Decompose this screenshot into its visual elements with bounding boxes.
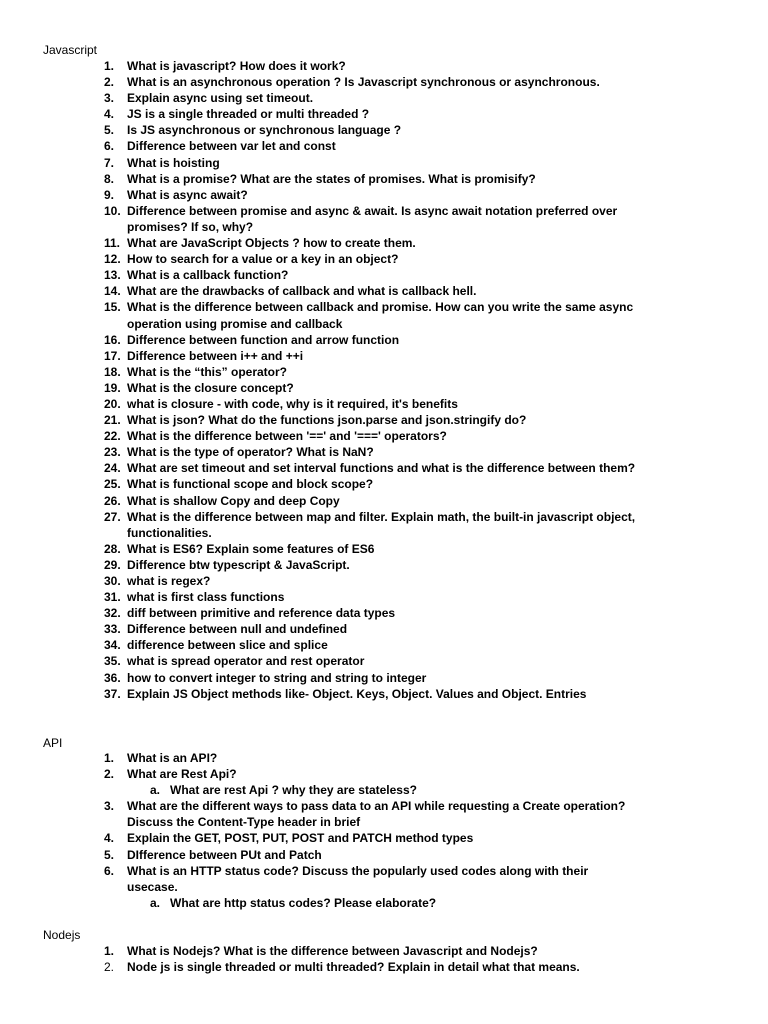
item-text: what is first class functions bbox=[127, 590, 285, 605]
list-item bbox=[0, 557, 700, 573]
item-text: What are the drawbacks of callback and what is callback hell. bbox=[127, 284, 477, 299]
item-number: 3. bbox=[104, 799, 115, 814]
item-text: What are set timeout and set interval functions and what is the difference between them? bbox=[127, 461, 636, 476]
list-item bbox=[0, 605, 700, 621]
item-number: 19. bbox=[104, 380, 121, 395]
list-item bbox=[0, 509, 700, 541]
item-number: a. bbox=[150, 895, 161, 910]
item-text: What is a callback function? bbox=[127, 268, 289, 283]
list-item bbox=[0, 74, 700, 90]
item-text: Difference between null and undefined bbox=[127, 622, 348, 637]
item-number: 33. bbox=[104, 622, 121, 637]
item-number: 20. bbox=[104, 396, 121, 411]
item-text: What is async await? bbox=[127, 187, 248, 202]
item-text: Explain the GET, POST, PUT, POST and PATCH method types bbox=[127, 831, 474, 846]
item-text: What is functional scope and block scope? bbox=[127, 477, 374, 492]
item-number: 28. bbox=[104, 541, 121, 556]
item-number: 34. bbox=[104, 638, 121, 653]
list-item bbox=[0, 235, 700, 251]
item-number: 5. bbox=[104, 847, 115, 862]
list-item bbox=[0, 251, 700, 267]
item-text: Node js is single threaded or multi threaded? Explain in detail what that means. bbox=[127, 960, 580, 975]
item-number: 11. bbox=[104, 236, 121, 251]
item-text: What is javascript? How does it work? bbox=[127, 59, 346, 73]
list-item bbox=[0, 670, 700, 686]
list-item bbox=[0, 332, 700, 348]
sub-list-item bbox=[0, 895, 700, 911]
list-item bbox=[0, 460, 700, 476]
item-text: diff between primitive and reference data types bbox=[127, 606, 396, 621]
item-number: 37. bbox=[104, 686, 121, 701]
section-heading-nodejs: Nodejs bbox=[43, 928, 81, 942]
list-item bbox=[0, 943, 700, 959]
item-number: 6. bbox=[104, 139, 115, 154]
list-item bbox=[0, 766, 700, 782]
item-number: 2. bbox=[104, 75, 115, 90]
item-number: 29. bbox=[104, 557, 121, 572]
item-number: 36. bbox=[104, 670, 121, 685]
item-number: 22. bbox=[104, 429, 121, 444]
javascript-question-list bbox=[0, 58, 700, 702]
item-number: 7. bbox=[104, 155, 115, 170]
item-number: 9. bbox=[104, 187, 115, 202]
item-text: What is an API? bbox=[127, 751, 218, 765]
item-text: What is ES6? Explain some features of ES6 bbox=[127, 541, 375, 556]
item-number: 26. bbox=[104, 493, 121, 508]
item-number: 6. bbox=[104, 863, 115, 878]
item-text: What is Nodejs? What is the difference between Javascript and Nodejs? bbox=[127, 944, 538, 958]
list-item bbox=[0, 299, 700, 331]
list-item bbox=[0, 798, 700, 830]
item-text: what is regex? bbox=[127, 574, 211, 588]
list-item bbox=[0, 589, 700, 605]
list-item bbox=[0, 637, 700, 653]
item-number: 30. bbox=[104, 574, 121, 588]
item-text: what is spread operator and rest operator bbox=[127, 654, 365, 669]
list-item bbox=[0, 122, 700, 138]
list-item bbox=[0, 90, 700, 106]
list-item bbox=[0, 348, 700, 364]
item-text: Explain JS Object methods like- Object. Keys, Object. Values and Object. Entries bbox=[127, 686, 587, 701]
item-text: What is the type of operator? What is NaN? bbox=[127, 445, 374, 460]
list-item bbox=[0, 959, 700, 975]
item-text: What are JavaScript Objects ? how to create them. bbox=[127, 236, 416, 251]
item-text: How to search for a value or a key in an object? bbox=[127, 252, 399, 267]
list-item bbox=[0, 863, 700, 895]
item-number: 4. bbox=[104, 107, 115, 122]
list-item bbox=[0, 428, 700, 444]
item-number: 17. bbox=[104, 348, 121, 363]
item-text: Is JS asynchronous or synchronous language ? bbox=[127, 123, 402, 138]
item-number: 13. bbox=[104, 268, 121, 283]
item-text: Difference between function and arrow function bbox=[127, 332, 400, 347]
item-number: 1. bbox=[104, 59, 115, 73]
list-item bbox=[0, 171, 700, 187]
list-item bbox=[0, 283, 700, 299]
list-item bbox=[0, 653, 700, 669]
item-number: 18. bbox=[104, 364, 121, 379]
item-text: Difference btw typescript & JavaScript. bbox=[127, 557, 350, 572]
item-number: 35. bbox=[104, 654, 121, 669]
list-item bbox=[0, 412, 700, 428]
list-item bbox=[0, 750, 700, 766]
item-number: 31. bbox=[104, 590, 121, 605]
api-question-list bbox=[0, 750, 700, 911]
list-item bbox=[0, 396, 700, 412]
item-number: 3. bbox=[104, 91, 115, 106]
section-heading-javascript: Javascript bbox=[43, 43, 98, 57]
item-number: 1. bbox=[104, 751, 115, 765]
sub-list-item bbox=[0, 782, 700, 798]
item-text: what is closure - with code, why is it required, it's benefits bbox=[127, 396, 458, 411]
item-text: difference between slice and splice bbox=[127, 638, 328, 653]
item-text: What are Rest Api? bbox=[127, 767, 237, 782]
item-text: What is hoisting bbox=[127, 155, 220, 170]
item-text: how to convert integer to string and string to integer bbox=[127, 670, 427, 685]
list-item bbox=[0, 155, 700, 171]
item-number: 24. bbox=[104, 461, 121, 476]
item-number: 21. bbox=[104, 413, 121, 428]
list-item bbox=[0, 187, 700, 203]
list-item bbox=[0, 830, 700, 846]
item-number: 1. bbox=[104, 944, 115, 958]
list-item bbox=[0, 203, 700, 235]
item-number: 8. bbox=[104, 171, 115, 186]
item-text: What is the closure concept? bbox=[127, 380, 294, 395]
item-text: What is an HTTP status code? Discuss the popularly used codes along with their usecase. bbox=[127, 863, 589, 894]
item-text: DIfference between PUt and Patch bbox=[127, 847, 322, 862]
item-text: What is the difference between map and filter. Explain math, the built-in javascript object, functionalities. bbox=[127, 509, 636, 540]
list-item bbox=[0, 106, 700, 122]
item-text: What are http status codes? Please elaborate? bbox=[170, 895, 437, 910]
section-heading-api: API bbox=[43, 736, 63, 750]
item-number: 25. bbox=[104, 477, 121, 492]
item-text: What is the “this” operator? bbox=[127, 364, 288, 379]
item-text: What is a promise? What are the states of promises. What is promisify? bbox=[127, 171, 536, 186]
list-item bbox=[0, 364, 700, 380]
item-text: Explain async using set timeout. bbox=[127, 91, 314, 106]
item-text: What are rest Api ? why they are stateless? bbox=[170, 783, 417, 798]
list-item bbox=[0, 444, 700, 460]
list-item bbox=[0, 58, 700, 74]
item-number: 12. bbox=[104, 252, 121, 267]
item-number: 27. bbox=[104, 509, 121, 524]
item-text: What is the difference between callback and promise. How can you write the same async operation using promise and callback bbox=[127, 300, 634, 331]
item-text: What is shallow Copy and deep Copy bbox=[127, 493, 340, 508]
item-text: What are the different ways to pass data to an API while requesting a Create operation? Discuss the Content-Type header in brief bbox=[127, 799, 626, 830]
list-item bbox=[0, 380, 700, 396]
item-number: 2. bbox=[104, 767, 115, 782]
list-item bbox=[0, 847, 700, 863]
list-item bbox=[0, 476, 700, 492]
list-item bbox=[0, 573, 700, 589]
item-number: 14. bbox=[104, 284, 121, 299]
list-item bbox=[0, 493, 700, 509]
list-item bbox=[0, 686, 700, 702]
item-number: 5. bbox=[104, 123, 115, 138]
item-text: What is an asynchronous operation ? Is Javascript synchronous or asynchronous. bbox=[127, 75, 600, 90]
nodejs-question-list bbox=[0, 943, 700, 975]
item-text: Difference between i++ and ++i bbox=[127, 348, 304, 363]
item-number: 10. bbox=[104, 203, 121, 218]
item-number: 4. bbox=[104, 831, 115, 846]
item-number: 32. bbox=[104, 606, 121, 621]
list-item bbox=[0, 541, 700, 557]
item-number: 16. bbox=[104, 332, 121, 347]
item-text: Difference between var let and const bbox=[127, 139, 336, 154]
item-text: JS is a single threaded or multi threaded ? bbox=[127, 107, 370, 122]
item-text: Difference between promise and async & await. Is async await notation preferred over promises? If so, why? bbox=[127, 203, 618, 234]
list-item bbox=[0, 138, 700, 154]
item-number: 23. bbox=[104, 445, 121, 460]
list-item bbox=[0, 267, 700, 283]
item-number: 2. bbox=[104, 960, 115, 975]
item-text: What is the difference between '==' and '===' operators? bbox=[127, 429, 447, 444]
item-number: 15. bbox=[104, 300, 121, 315]
item-text: What is json? What do the functions json.parse and json.stringify do? bbox=[127, 413, 527, 428]
item-number: a. bbox=[150, 783, 161, 798]
list-item bbox=[0, 621, 700, 637]
